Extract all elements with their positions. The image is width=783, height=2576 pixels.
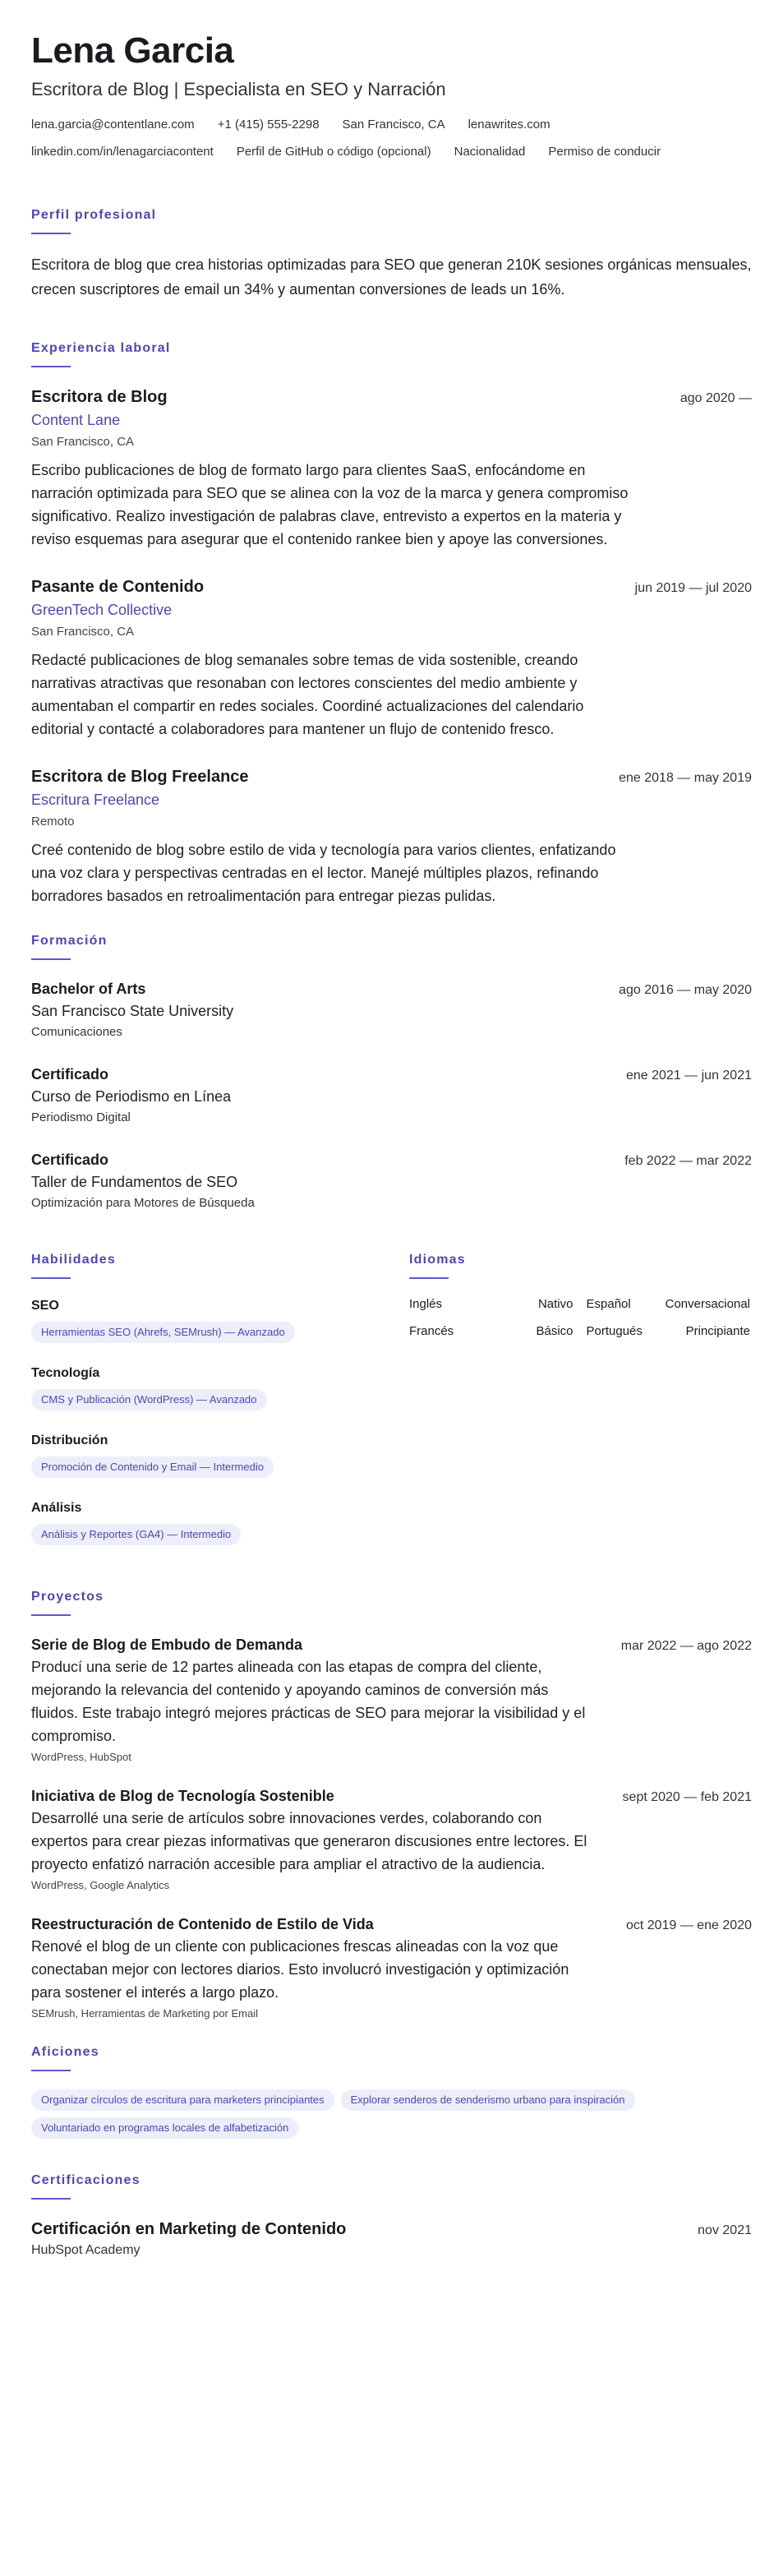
field-of-study: Optimización para Motores de Búsqueda: [31, 1196, 255, 1210]
section-title: Perfil profesional: [31, 208, 157, 222]
language-level: Conversacional: [665, 1297, 750, 1311]
section-divider: [31, 233, 71, 234]
language-item: [409, 1297, 573, 1311]
skill-category: SEO: [31, 1299, 59, 1313]
hobbies-section: [31, 2043, 752, 2145]
project-name: Iniciativa de Blog de Tecnología Sostenible: [31, 1788, 334, 1804]
hobby-chip: Voluntariado en programas locales de alfabetización: [31, 2117, 298, 2139]
job-location: Remoto: [31, 815, 75, 829]
experience-entry: [31, 385, 752, 551]
language-name: Inglés: [409, 1297, 443, 1311]
language-item: [587, 1297, 751, 1311]
section-divider: [409, 1277, 449, 1279]
education-entry: [31, 1064, 752, 1128]
languages-section: [409, 1235, 750, 1567]
skill-group: [31, 1297, 352, 1350]
project-description: Producí una serie de 12 partes alineada con las etapas de compra del cliente, mejorando la relevancia del contenido y apoyando caminos de conversión más fluidos. Este trabajo integró mejores prácticas de SEO para mejorar la visibilidad y el compromiso.: [31, 1659, 586, 1744]
project-name: Serie de Blog de Embudo de Demanda: [31, 1637, 303, 1653]
contact-linkedin[interactable]: linkedin.com/in/lenagarciacontent: [31, 145, 214, 159]
degree: Certificado: [31, 1152, 109, 1168]
language-name: Español: [586, 1297, 631, 1311]
skill-chip: Promoción de Contenido y Email — Intermedio: [31, 1457, 274, 1478]
education-date: ago 2016 — may 2020: [619, 983, 752, 997]
project-tools: WordPress, Google Analytics: [31, 1879, 170, 1891]
contact-nationality: Nacionalidad: [454, 145, 526, 159]
project-description: Renové el blog de un cliente con publicaciones frescas alineadas con la voz que conectaban mejor con lectores diarios. Esto involucró investigación y optimización para sostener el interés a largo plazo.: [31, 1938, 569, 2001]
contact-location: San Francisco, CA: [342, 118, 445, 132]
education-date: feb 2022 — mar 2022: [624, 1154, 752, 1168]
certification-issuer: HubSpot Academy: [31, 2243, 140, 2257]
summary-section: [31, 206, 752, 302]
contact-github: Perfil de GitHub o código (opcional): [236, 145, 431, 159]
job-location: San Francisco, CA: [31, 435, 135, 449]
projects-section: [31, 1588, 752, 2022]
section-title: Formación: [31, 934, 108, 948]
hobby-chip: Explorar senderos de senderismo urbano para inspiración: [341, 2089, 635, 2111]
experience-entry: [31, 765, 752, 907]
language-item: [587, 1324, 751, 1338]
language-list: [409, 1297, 750, 1338]
job-title: Escritora de Blog Freelance: [31, 768, 249, 786]
education-section: [31, 932, 752, 1213]
project-name: Reestructuración de Contenido de Estilo de Vida: [31, 1916, 374, 1932]
contact-website[interactable]: lenawrites.com: [467, 118, 550, 132]
company-name: GreenTech Collective: [31, 602, 173, 618]
job-title: Pasante de Contenido: [31, 578, 205, 596]
school-name: Taller de Fundamentos de SEO: [31, 1174, 238, 1190]
skill-chip: Análisis y Reportes (GA4) — Intermedio: [31, 1524, 241, 1545]
education-entry: [31, 978, 752, 1042]
job-date: jun 2019 — jul 2020: [634, 581, 752, 595]
school-name: San Francisco State University: [31, 1003, 234, 1019]
certification-date: nov 2021: [698, 2223, 752, 2237]
section-title: Idiomas: [409, 1253, 466, 1267]
job-description: Redacté publicaciones de blog semanales sobre temas de vida sostenible, creando narrativas atractivas que resonaban con lectores conscientes del medio ambiente y aumentaban el compartir en redes sociales. Coordiné actualizaciones del calendario editorial y contacté a colaboradores para mantener un flujo de contenido fresco.: [31, 652, 584, 737]
degree: Certificado: [31, 1066, 109, 1083]
certification-entry: [31, 2218, 752, 2260]
job-location: San Francisco, CA: [31, 625, 135, 639]
job-date: ene 2018 — may 2019: [619, 771, 752, 785]
project-tools: WordPress, HubSpot: [31, 1751, 131, 1763]
job-description: Escribo publicaciones de blog de formato largo para clientes SaaS, enfocándome en narración optimizada para SEO que se alinea con la voz de la marca y genera compromiso significativo. Realizo investigación de palabras clave, entrevisto a expertos en la materia y reviso esquemas para asegurar que el contenido rankee bien y apoye las conversiones.: [31, 462, 629, 547]
language-item: [409, 1324, 573, 1338]
hobby-chip: Organizar círculos de escritura para marketers principiantes: [31, 2089, 334, 2111]
contact-list: [31, 117, 752, 160]
language-level: Principiante: [685, 1324, 750, 1338]
skill-group: [31, 1432, 352, 1484]
resume-header: [31, 30, 752, 160]
contact-phone[interactable]: +1 (415) 555-2298: [217, 118, 320, 132]
project-entry: [31, 1785, 752, 1894]
project-description: Desarrollé una serie de artículos sobre innovaciones verdes, colaborando con expertos para crear piezas informativas que generaron discusiones entre lectores. El proyecto enfatizó narración accesible para ampliar el atractivo de la audiencia.: [31, 1810, 587, 1872]
skill-chip: Herramientas SEO (Ahrefs, SEMrush) — Avanzado: [31, 1322, 295, 1343]
contact-email[interactable]: lena.garcia@contentlane.com: [31, 118, 195, 132]
project-date: sept 2020 — feb 2021: [622, 1790, 752, 1804]
degree: Bachelor of Arts: [31, 981, 146, 997]
contact-license: Permiso de conducir: [548, 145, 661, 159]
skills-section: [31, 1235, 352, 1567]
certification-name: Certificación en Marketing de Contenido: [31, 2220, 347, 2238]
skill-category: Distribución: [31, 1433, 108, 1447]
language-level: Nativo: [537, 1297, 573, 1311]
project-date: mar 2022 — ago 2022: [620, 1639, 752, 1653]
job-title: Escritora de Blog: [31, 388, 168, 406]
experience-entry: [31, 575, 752, 741]
job-date: ago 2020 —: [679, 391, 752, 405]
section-title: Habilidades: [31, 1253, 117, 1267]
section-title: Certificaciones: [31, 2173, 140, 2187]
project-entry: [31, 1634, 752, 1766]
section-title: Aficiones: [31, 2045, 99, 2059]
school-name: Curso de Periodismo en Línea: [31, 1088, 232, 1105]
skill-group: [31, 1499, 352, 1552]
job-description: Creé contenido de blog sobre estilo de vida y tecnología para varios clientes, enfatizando una voz clara y perspectivas centradas en el lector. Manejé múltiples plazos, refinando borradores basados en retroalimentación para entregar piezas pulidas.: [31, 842, 616, 904]
project-entry: [31, 1914, 752, 2022]
headline: Escritora de Blog | Especialista en SEO y Narración: [31, 79, 446, 99]
company-name: Escritura Freelance: [31, 792, 160, 808]
skill-group: [31, 1364, 352, 1417]
field-of-study: Periodismo Digital: [31, 1110, 131, 1124]
summary-text: Escritora de blog que crea historias optimizadas para SEO que generan 210K sesiones orgánicas mensuales, crecen suscriptores de email un 34% y aumentan conversiones de leads un 16%.: [31, 256, 752, 298]
section-divider: [31, 366, 71, 367]
company-name: Content Lane: [31, 412, 121, 428]
section-divider: [31, 2070, 71, 2071]
skill-category: Análisis: [31, 1501, 82, 1515]
experience-section: [31, 339, 752, 907]
hobby-list: [31, 2089, 752, 2145]
project-tools: SEMrush, Herramientas de Marketing por Email: [31, 2007, 258, 2020]
project-date: oct 2019 — ene 2020: [625, 1918, 752, 1932]
skills-languages-row: [31, 1235, 752, 1567]
language-level: Básico: [536, 1324, 573, 1338]
education-date: ene 2021 — jun 2021: [625, 1069, 752, 1083]
certifications-section: [31, 2172, 752, 2260]
section-title: Proyectos: [31, 1590, 104, 1604]
education-entry: [31, 1149, 752, 1213]
section-divider: [31, 1614, 71, 1616]
section-divider: [31, 2198, 71, 2200]
section-divider: [31, 1277, 71, 1279]
section-divider: [31, 958, 71, 960]
field-of-study: Comunicaciones: [31, 1025, 122, 1039]
skill-chip: CMS y Publicación (WordPress) — Avanzado: [31, 1389, 267, 1410]
skill-category: Tecnología: [31, 1366, 100, 1380]
language-name: Portugués: [586, 1324, 643, 1338]
person-name: Lena Garcia: [31, 30, 234, 71]
section-title: Experiencia laboral: [31, 341, 171, 355]
language-name: Francés: [409, 1324, 454, 1338]
